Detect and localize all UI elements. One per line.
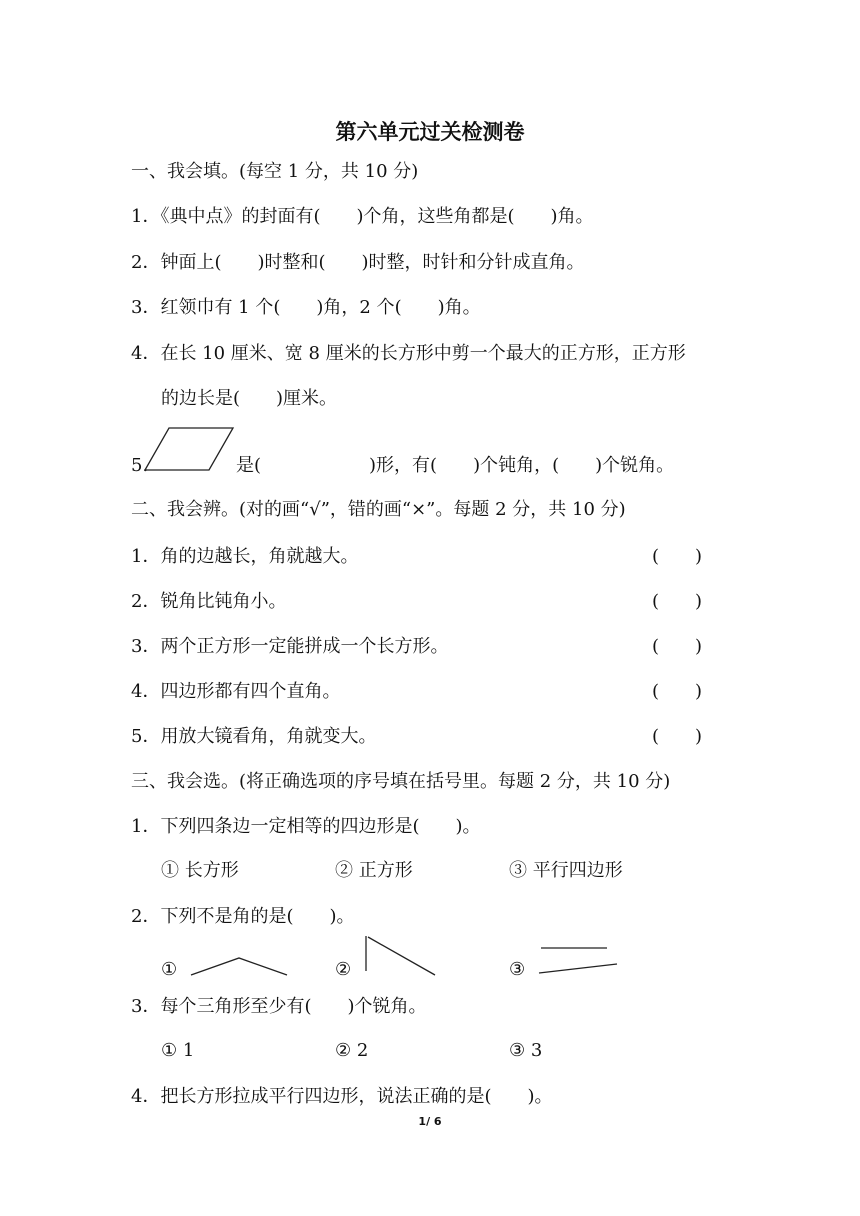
s3-q2-mark-2: ② (335, 959, 352, 980)
section-2-heading: 二、我会辨。(对的画“√”，错的画“×”。每题 2 分，共 10 分) (131, 499, 626, 520)
s3-q3-option-2: ② 2 (335, 1040, 369, 1061)
open-angle-figure (189, 956, 289, 978)
parallelogram-figure (145, 426, 237, 472)
page-number: 1/ 6 (418, 1115, 442, 1128)
page-title: 第六单元过关检测卷 (335, 120, 525, 144)
answer-paren-5[interactable]: ( ) (652, 726, 703, 747)
right-slant-angle-figure (362, 935, 438, 977)
two-separate-lines-figure (537, 945, 619, 977)
s2-item-3: 3．两个正方形一定能拼成一个长方形。 (131, 636, 449, 657)
s1-question-5-text: 是( )形，有( )个钝角，( )个锐角。 (236, 455, 675, 476)
s2-item-2: 2．锐角比钝角小。 (131, 591, 287, 612)
s2-item-1: 1．角的边越长，角就越大。 (131, 546, 359, 567)
section-1-heading: 一、我会填。(每空 1 分，共 10 分) (131, 161, 419, 182)
s3-q3-option-3: ③ 3 (509, 1040, 543, 1061)
s2-item-4: 4．四边形都有四个直角。 (131, 681, 341, 702)
s1-question-4-line2: 的边长是( )厘米。 (161, 388, 338, 409)
s1-question-4-line1: 4．在长 10 厘米、宽 8 厘米的长方形中剪一个最大的正方形，正方形 (131, 343, 686, 364)
s3-q3-option-1: ① 1 (161, 1040, 195, 1061)
s3-question-4: 4．把长方形拉成平行四边形，说法正确的是( )。 (131, 1086, 553, 1107)
s1-question-2: 2．钟面上( )时整和( )时整，时针和分针成直角。 (131, 252, 585, 273)
s3-question-1: 1．下列四条边一定相等的四边形是( )。 (131, 816, 481, 837)
answer-paren-3[interactable]: ( ) (652, 636, 703, 657)
answer-paren-2[interactable]: ( ) (652, 591, 703, 612)
section-3-heading: 三、我会选。(将正确选项的序号填在括号里。每题 2 分，共 10 分) (131, 771, 671, 792)
s1-question-3: 3．红领巾有 1 个( )角，2 个( )角。 (131, 297, 481, 318)
s1-question-5-number: 5. (131, 455, 149, 476)
s3-q2-mark-1: ① (161, 959, 178, 980)
s3-q1-option-3: ③ 平行四边形 (509, 860, 623, 881)
s3-q1-option-2: ② 正方形 (335, 860, 413, 881)
s3-q1-option-1: ① 长方形 (161, 860, 239, 881)
answer-paren-1[interactable]: ( ) (652, 546, 703, 567)
s3-q2-mark-3: ③ (509, 959, 526, 980)
s2-item-5: 5．用放大镜看角，角就变大。 (131, 726, 377, 747)
answer-paren-4[interactable]: ( ) (652, 681, 703, 702)
s1-question-1: 1．《典中点》的封面有( )个角，这些角都是( )角。 (131, 206, 594, 227)
s3-question-3: 3．每个三角形至少有( )个锐角。 (131, 996, 427, 1017)
s3-question-2: 2．下列不是角的是( )。 (131, 906, 355, 927)
